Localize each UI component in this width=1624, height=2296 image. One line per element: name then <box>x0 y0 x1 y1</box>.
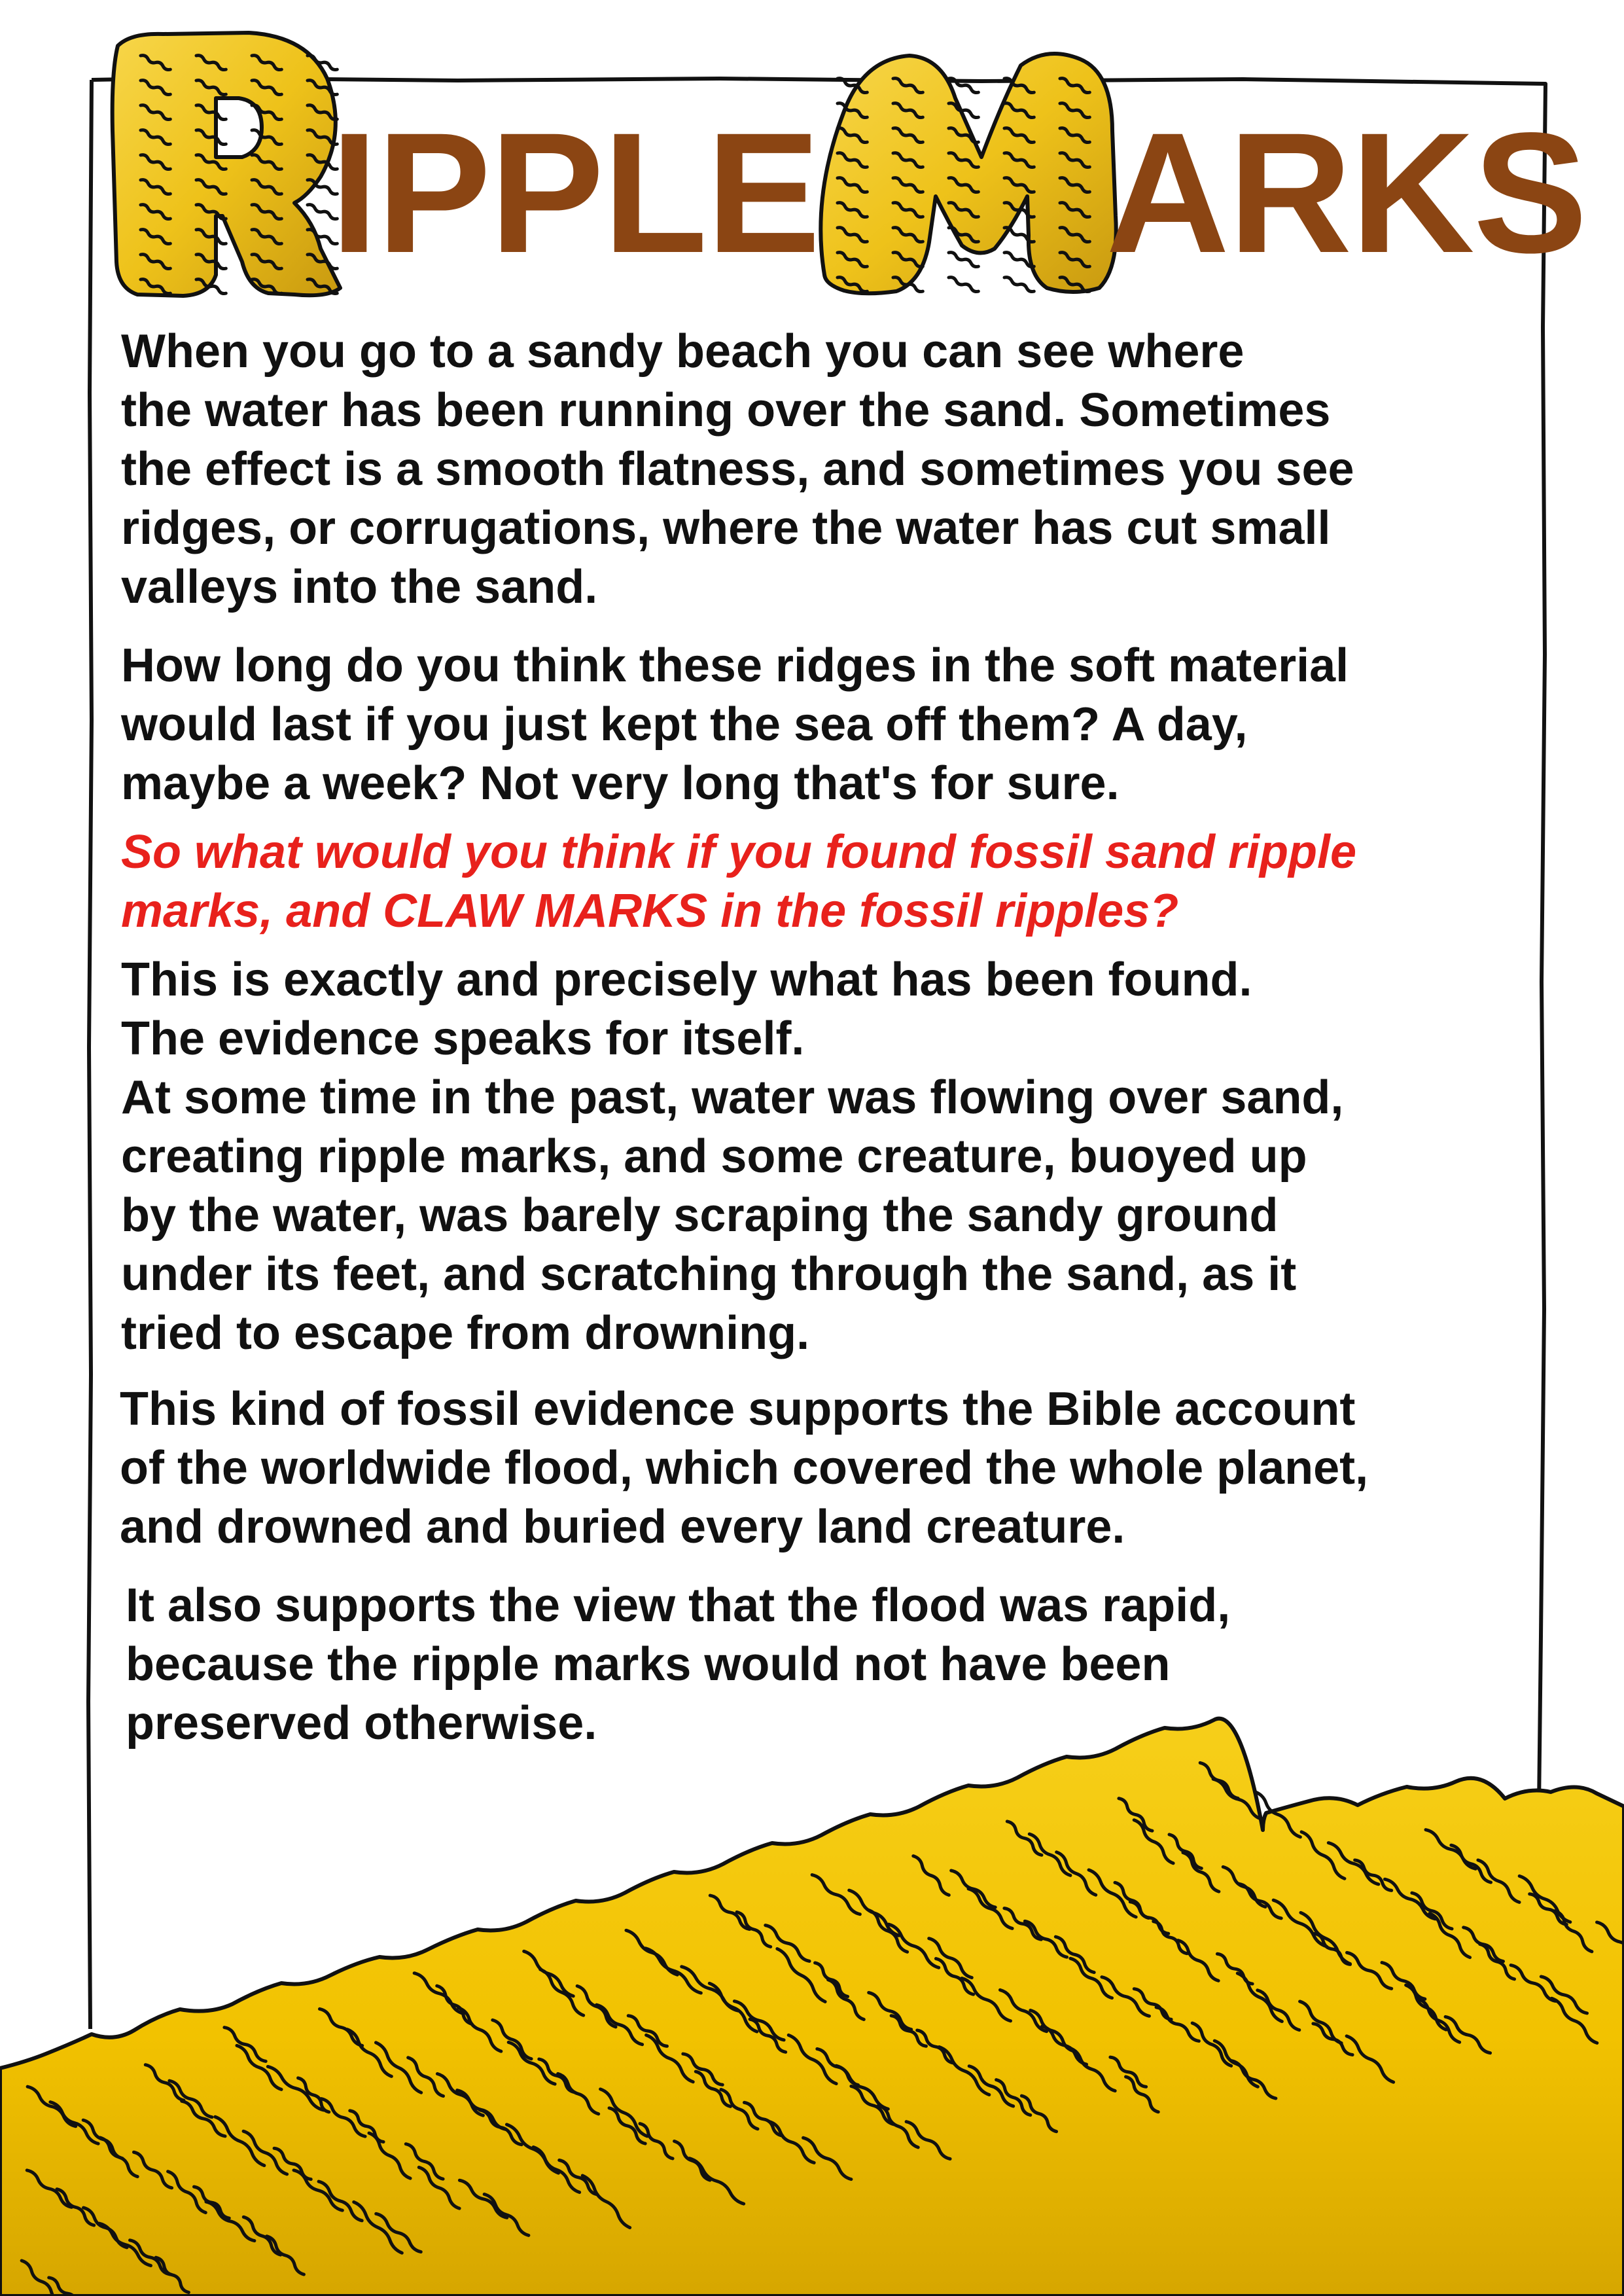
paragraph-how-long <box>121 636 1521 813</box>
text-line: and drowned and buried every land creature. <box>120 1501 1125 1553</box>
ripple-stroke <box>948 276 979 293</box>
paragraph-highlight-question <box>121 823 1521 941</box>
text-line: How long do you think these ridges in the soft material <box>121 639 1349 692</box>
text-line: because the ripple marks would not have been <box>126 1638 1171 1691</box>
text-line: The evidence speaks for itself. <box>121 1013 805 1065</box>
text-line: the water has been running over the sand. Sometimes <box>121 384 1331 437</box>
drop-cap-r-graphic <box>113 33 340 296</box>
rippled-sand-dune <box>0 1719 1624 2296</box>
text-line: ridges, or corrugations, where the water has cut small <box>121 502 1331 554</box>
text-line: would last if you just kept the sea off them? A day, <box>121 698 1248 751</box>
paragraph-flood-support <box>120 1380 1520 1556</box>
paragraph-beach-ripples <box>121 322 1521 617</box>
text-line: At some time in the past, water was flowing over sand, <box>121 1071 1344 1124</box>
text-line: maybe a week? Not very long that's for sure. <box>121 757 1120 810</box>
title-arks: ARKS <box>1106 97 1587 289</box>
drop-cap-m-graphic <box>821 54 1116 293</box>
text-line: This is exactly and precisely what has been found. <box>121 954 1252 1006</box>
sand-dune-body <box>0 1719 1624 2296</box>
text-line: valleys into the sand. <box>121 561 598 613</box>
title-ipple: IPPLE <box>330 97 820 289</box>
text-line: under its feet, and scratching through the sand, as it <box>121 1248 1297 1300</box>
text-line: tried to escape from drowning. <box>121 1307 810 1359</box>
paragraph-evidence <box>121 950 1521 1363</box>
paragraph-rapid-flood <box>126 1576 1526 1753</box>
text-line: This kind of fossil evidence supports the Bible account <box>120 1383 1356 1435</box>
text-line: When you go to a sandy beach you can see where <box>121 325 1244 378</box>
text-line: So what would you think if you found fossil sand ripple <box>121 826 1356 878</box>
text-line: marks, and CLAW MARKS in the fossil ripples? <box>121 885 1179 937</box>
text-line: preserved otherwise. <box>126 1697 597 1749</box>
text-line: of the worldwide flood, which covered the whole planet, <box>120 1442 1369 1494</box>
ripple-stroke <box>1004 276 1034 293</box>
text-line: creating ripple marks, and some creature, buoyed up <box>121 1130 1307 1183</box>
text-line: It also supports the view that the flood was rapid, <box>126 1579 1231 1632</box>
text-line: the effect is a smooth flatness, and sometimes you see <box>121 443 1354 495</box>
text-line: by the water, was barely scraping the sandy ground <box>121 1189 1279 1242</box>
